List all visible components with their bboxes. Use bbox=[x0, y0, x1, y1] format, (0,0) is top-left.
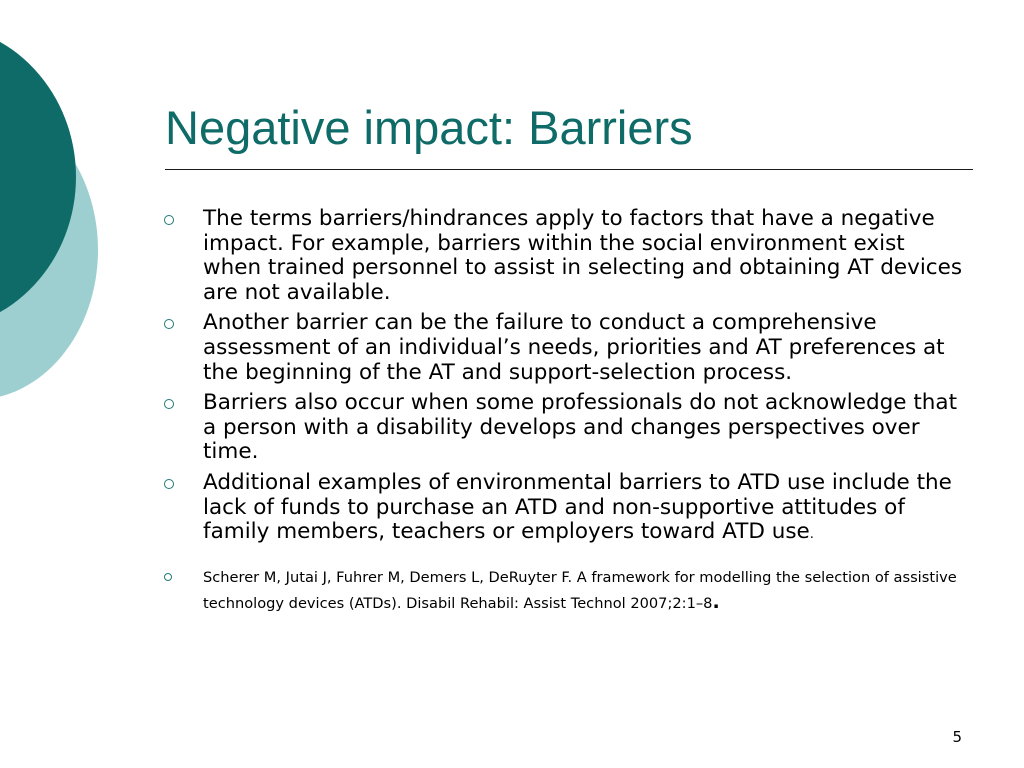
bullet-text: The terms barriers/hindrances apply to factors that have a negative impact. For example, barriers within the social environment exist when trained personnel to assist in selecting and obtaining AT devices are not available. bbox=[203, 206, 963, 305]
slide-title: Negative impact: Barriers bbox=[165, 101, 693, 154]
bullet-text: Barriers also occur when some professionals do not acknowledge that a person with a disability develops and changes perspectives over time. bbox=[203, 390, 958, 465]
hollow-circle-bullet-icon bbox=[164, 479, 174, 489]
hollow-circle-bullet-icon bbox=[164, 215, 174, 225]
hollow-circle-bullet-icon bbox=[164, 573, 172, 581]
bullet-item bbox=[158, 391, 968, 465]
hollow-circle-bullet-icon bbox=[164, 319, 174, 329]
title-divider bbox=[165, 169, 973, 170]
reference-trailing-period: . bbox=[712, 590, 720, 613]
bullet-item bbox=[158, 207, 968, 305]
bullet-trailing-period: . bbox=[809, 527, 814, 543]
bullet-text: Additional examples of environmental barriers to ATD use include the lack of funds to purchase an ATD and non-supportive attitudes of family members, teachers or employers toward ATD use bbox=[203, 469, 952, 545]
reference-text: Scherer M, Jutai J, Fuhrer M, Demers L, DeRuyter F. A framework for modelling the selection of assistive technology devices (ATDs). Disabil Rehabil: Assist Technol 2007;2:1–8 bbox=[203, 568, 957, 612]
page-number: 5 bbox=[952, 728, 962, 746]
bullet-list bbox=[158, 207, 968, 622]
reference-item bbox=[158, 566, 968, 616]
hollow-circle-bullet-icon bbox=[164, 399, 174, 409]
bullet-text: Another barrier can be the failure to conduct a comprehensive assessment of an individual’s needs, priorities and AT preferences at the beginning of the AT and support-selection process. bbox=[203, 310, 945, 385]
bullet-item bbox=[158, 471, 968, 548]
bullet-item bbox=[158, 311, 968, 385]
